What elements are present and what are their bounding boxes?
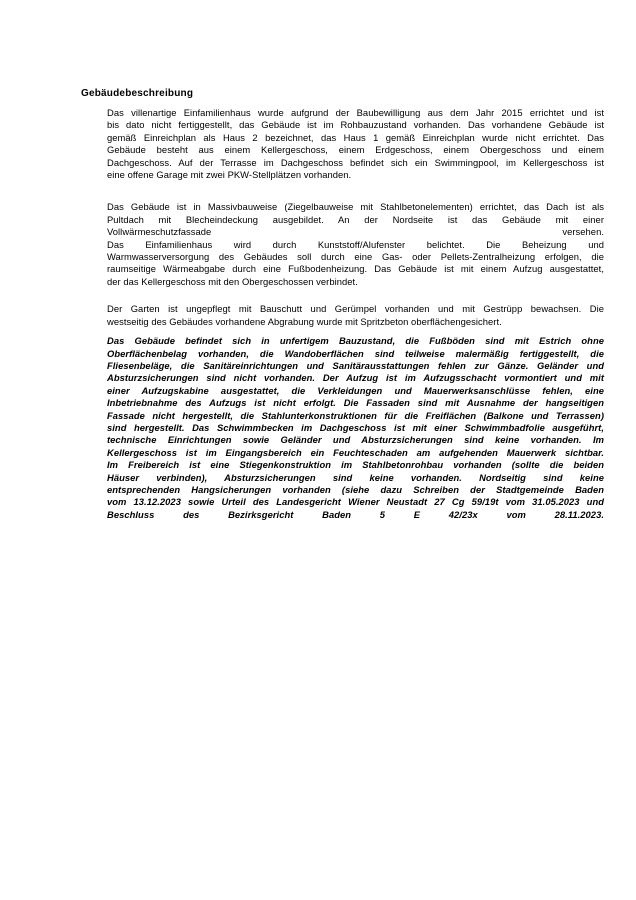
text-line: technische Einrichtungen sowie Geländer und Absturzsicherungen sind keine vorhanden. Im [107,434,604,446]
text-line: Dachgeschoss. Auf der Terrasse im Dachgeschoss befindet sich ein Swimmingpool, im Kellergeschoss ist [107,156,604,168]
text-line: Im Freibereich ist eine Stiegenkonstruktion im Stahlbetonrohbau vorhanden (sollte die beiden [107,459,604,471]
text-line: Warmwasserversorgung des Gebäudes soll durch eine Gas- oder Pellets-Zentralheizung erfolgen, die [107,251,604,263]
text-line: Das Gebäude befindet sich in unfertigem Bauzustand, die Fußböden sind mit Estrich ohne [107,335,604,347]
text-line: Fassade nicht hergestellt, die Stahlunterkonstruktionen für die Freiflächen (Balkone und Terrassen) [107,409,604,421]
text-line: eine offene Garage mit zwei PKW-Stellplätzen vorhanden. [107,169,352,181]
text-line: gemäß Einreichplan als Haus 2 bezeichnet, das Haus 1 gemäß Einreichplan wurde nicht errichtet. Das [107,131,604,143]
text-line: Das Gebäude ist in Massivbauweise (Ziegelbauweise mit Stahlbetonelementen) errichtet, das Dach ist als [107,201,604,213]
text-line: entsprechenden Hangsicherungen vorhanden (siehe dazu Schreiben der Stadtgemeinde Baden [107,483,604,495]
text-line: vom 13.12.2023 sowie Urteil des Landesgericht Wiener Neustadt 27 Cg 59/19t vom 31.05.2023 und [107,496,604,508]
text-line: westseitig des Gebäudes vorhandene Abgrabung wurde mit Spritzbeton oberflächengesichert. [107,315,502,327]
text-line: Pultdach mit Blecheindeckung ausgebildet. An der Nordseite ist das Gebäude mit einer [107,213,604,225]
paragraph-building-overview [107,107,604,181]
text-line: einer Aufzugskabine ausgestattet, die Verkleidungen und Mauerwerksanschlüsse fehlen, eine [107,384,604,396]
text-line: bis dato nicht fertiggestellt, das Gebäude ist im Rohbauzustand vorhanden. Das vorhandene Gebäude ist [107,119,604,131]
text-line: Oberflächenbelag vorhanden, die Wandoberflächen sind teilweise malermäßig fertiggestellt, die [107,347,604,359]
text-line: Inbetriebnahme des Aufzugs ist nicht erfolgt. Die Fassaden sind mit Ausnahme der hangseitigen [107,397,604,409]
text-line: Kellergeschoss ist im Eingangsbereich ein Feuchteschaden am aufgehenden Mauerwerk sichtbar. [107,446,604,458]
text-line: Fliesenbeläge, die Sanitäreinrichtungen und Sanitärausstattungen fehlen zur Gänze. Geländer und [107,359,604,371]
paragraph-garden [107,303,604,328]
text-line: Absturzsicherungen sind nicht vorhanden. Der Aufzug ist im Aufzugsschacht vormontiert und mit [107,372,604,384]
text-line: Häuser verbinden), Absturzsicherungen sind keine vorhanden. Nordseitig sind keine [107,471,604,483]
text-line: Gebäude besteht aus einem Kellergeschoss, einem Erdgeschoss, einem Obergeschoss und einem [107,144,604,156]
text-line: Der Garten ist ungepflegt mit Bauschutt und Gerümpel vorhanden und mit Gestrüpp bewachsen. Die [107,303,604,315]
text-line: Beschluss des Bezirksgericht Baden 5 E 42/23x vom 28.11.2023. [107,508,604,520]
text-line: Vollwärmeschutzfassade versehen. [107,226,604,238]
paragraph-building-condition [107,335,604,521]
paragraph-construction-method [107,201,604,288]
text-line: der das Kellergeschoss mit den Obergeschossen verbindet. [107,275,358,287]
text-line: sind hergestellt. Das Schwimmbecken im Dachgeschoss ist mit einer Schwimmbadfolie ausgeführt, [107,421,604,433]
section-heading: Gebäudebeschreibung [81,88,194,99]
text-line: Das Einfamilienhaus wird durch Kunststoff/Alufenster belichtet. Die Beheizung und [107,238,604,250]
text-line: Das villenartige Einfamilienhaus wurde aufgrund der Baubewilligung aus dem Jahr 2015 errichtet und ist [107,107,604,118]
text-line: raumseitige Wärmeabgabe durch eine Fußbodenheizung. Das Gebäude ist mit einem Aufzug ausgestattet, [107,263,604,275]
